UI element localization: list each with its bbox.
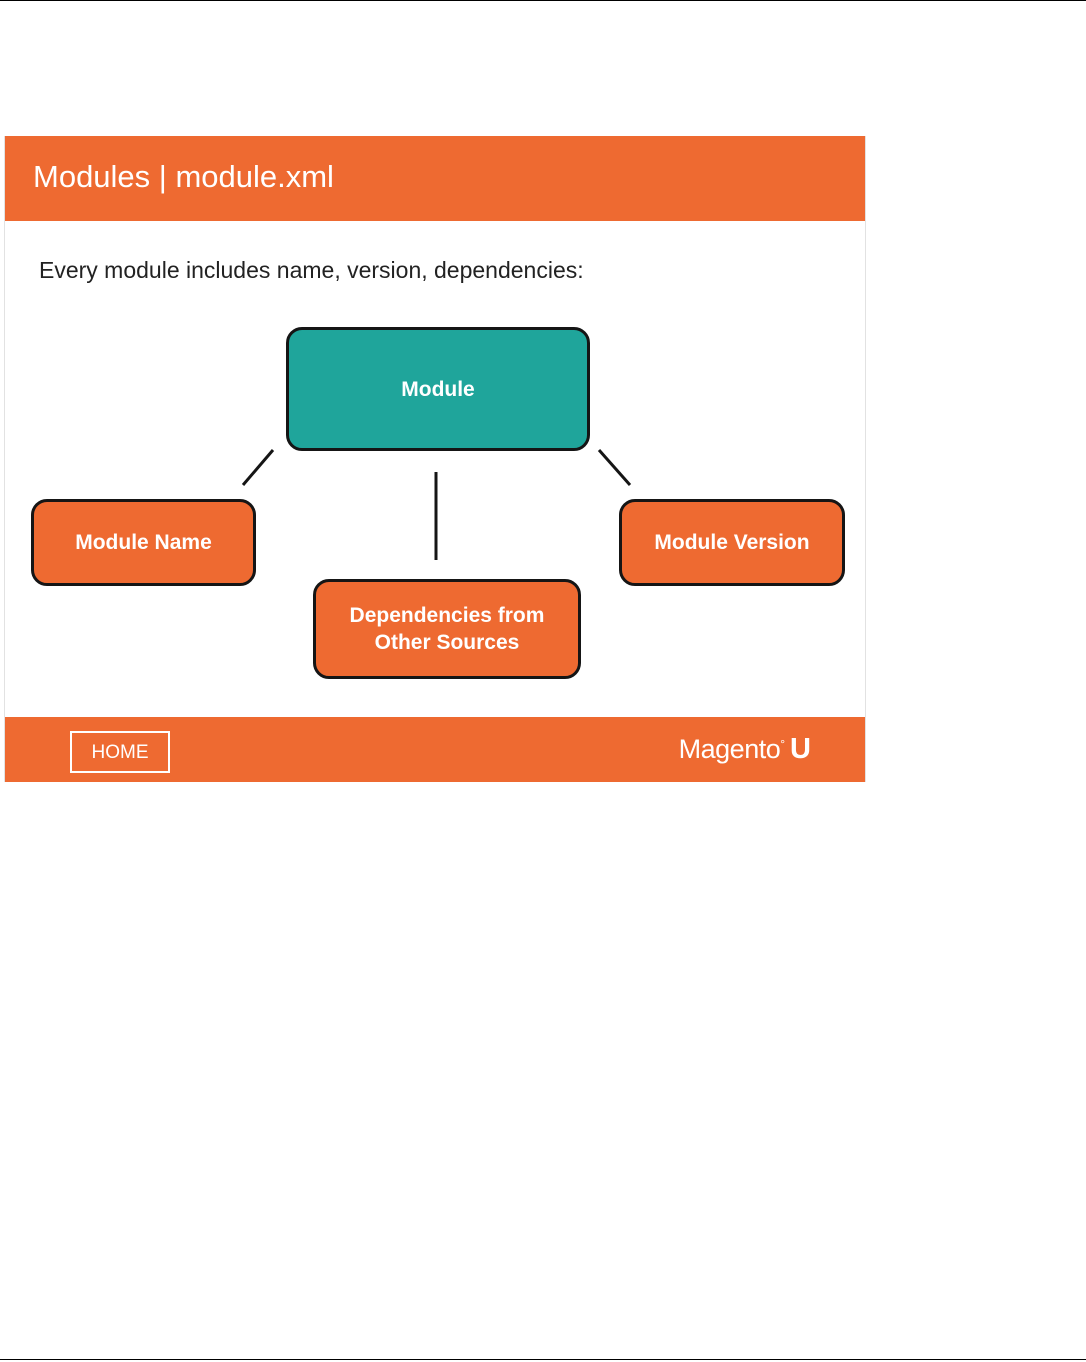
home-button[interactable]: HOME	[70, 731, 170, 773]
module-node: Module	[286, 327, 590, 451]
page-bottom-rule	[0, 1359, 1086, 1360]
connector-lines	[5, 136, 867, 782]
logo-word: Magento	[678, 734, 781, 764]
connector-version	[599, 450, 630, 485]
logo-suffix: U	[790, 733, 811, 765]
module-version-node: Module Version	[619, 499, 845, 586]
dependencies-node: Dependencies from Other Sources	[313, 579, 581, 679]
logo-mark: °	[780, 737, 786, 751]
slide-title: Modules | module.xml	[33, 159, 334, 194]
page-top-rule	[0, 0, 1086, 1]
slide	[4, 136, 866, 782]
module-name-node: Module Name	[31, 499, 256, 586]
slide-subtitle: Every module includes name, version, dependencies:	[39, 257, 584, 283]
slide-footer	[5, 717, 865, 782]
magento-u-logo	[679, 733, 811, 766]
connector-name	[243, 450, 273, 485]
